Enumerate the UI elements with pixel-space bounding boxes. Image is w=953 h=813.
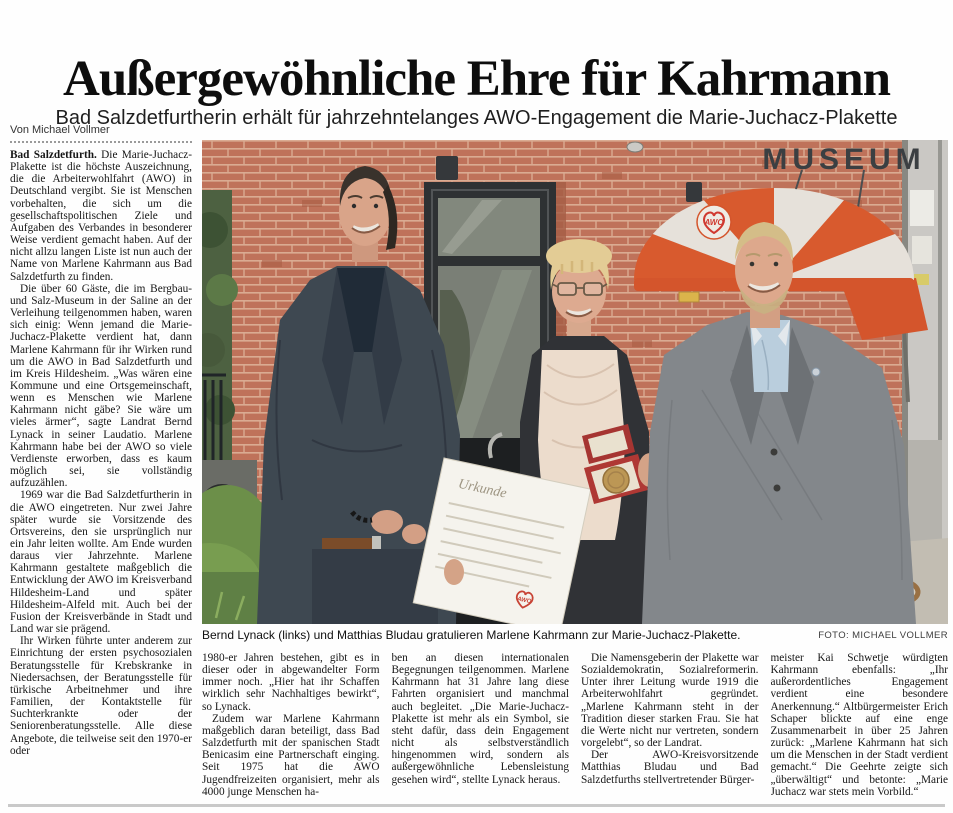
paragraph xyxy=(10,149,192,283)
bottom-columns xyxy=(202,652,948,801)
paragraph: Der AWO-Kreisvorsitzende Matthias Bludau und Bad Salzdetfurths stellvertretender Bürger- xyxy=(581,749,759,786)
article-column-5 xyxy=(771,652,949,801)
paragraph: Zudem war Marlene Kahrmann maßgeblich daran beteiligt, dass Bad Salzdetfurth mit der spanischen Stadt Benicasim eine Partnerschaft einging. Seit 1975 hat die AWO Jugendfreizeiten organisiert, mehr als 4000 junge Menschen ha- xyxy=(202,712,380,798)
certificate-title: Urkunde xyxy=(456,476,508,502)
paragraph: Die über 60 Gäste, die im Bergbau- und Salz-Museum in der Saline an der Verleihung teilgenommen haben, waren sich einig: Wenn jemand die Marie-Juchacz-Plakette verdient hat, dann Marlene Kahrmann für ihr Wirken rund um die AWO in Bad Salzdetfurth und im Kreis Hildesheim. „Was wären eine Kommune und eine Ortsgemeinschaft, wenn es Menschen wie Marlene Kahrmann nicht gäbe? Sie wäre um vieles ärmer“, sagte Landrat Bernd Lynack in seiner Laudatio. Marlene Kahrmann habe bei der AWO so viele Verdienste erworben, dass es kaum möglich sei, sie vollständig aufzuzählen. xyxy=(10,282,192,490)
bottom-divider xyxy=(8,804,945,807)
news-photo-illustration xyxy=(202,140,948,624)
paragraph: Ihr Wirken führte unter anderem zur Einrichtung der ersten psychosozialen Beratungsstelle für Krebskranke in Niedersachsen, der Beratungsstelle für türkische Arbeitnehmer und ihre Familien, der Kontaktstelle für Suchterkrankte oder der Seniorenberatungsstelle. Alle diese Angebote, die teilweise seit den 1970-er oder xyxy=(10,635,192,757)
photo-caption: Bernd Lynack (links) und Matthias Bludau gratulieren Marlene Kahrmann zur Marie-Juchacz-Plakette. xyxy=(202,628,741,642)
paragraph-text: Die Marie-Juchacz-Plakette ist die höchste Auszeichnung, die die Arbeiterwohlfahrt (AWO) in Deutschland vergibt. Sie ist Menschen vorbehalten, die sich um die gesellschaftspolitischen Ziele und Aufgaben des Verbandes in besonderer Weise verdient gemacht haben. Auf der nicht allzu langen Liste ist nun auch der Name von Marlene Kahrmann aus Bad Salzdetfurth zu finden. xyxy=(10,149,192,283)
photo-credit: FOTO: MICHAEL VOLLMER xyxy=(818,630,948,641)
photo-tone-overlay xyxy=(202,140,948,624)
dotted-divider xyxy=(10,141,192,143)
museum-sign-text: MUSEUM xyxy=(762,143,926,176)
headline: Außergewöhnliche Ehre für Kahrmann xyxy=(63,51,890,108)
article-column-1 xyxy=(10,149,192,801)
lead-location: Bad Salzdetfurth. xyxy=(10,149,97,161)
paragraph: 1980-er Jahren bestehen, gibt es in dieser oder in abgewandelter Form immer noch. „Hier hat ihr Schaffen wirklich sehr Nachhaltiges bewirkt“, so Lynack. xyxy=(202,652,380,713)
awo-logo-text: AWO xyxy=(704,218,724,227)
article-column-4 xyxy=(581,652,759,801)
paragraph: meister Kai Schwetje würdigten Kahrmann ebenfalls: „Ihr außerordentliches Engagement verdient eine besondere Anerkennung.“ Altbürgermeister Erich Schaper blickte auf eine enge Zusammenarbeit in über 25 Jahren zurück: „Marlene Kahrmann hat sich um die Menschen in der Stadt verdient gemacht.“ Die Geehrte zeigte sich „überwältigt“ und betonte: „Marie Juchacz war stets mein Vorbild.“ xyxy=(770,652,948,798)
article-column-3 xyxy=(392,652,570,801)
subheadline: Bad Salzdetfurtherin erhält für jahrzehntelanges AWO-Engagement die Marie-Juchacz-Plakette xyxy=(55,106,898,129)
byline: Von Michael Vollmer xyxy=(10,124,110,136)
article-column-2 xyxy=(202,652,380,801)
caption-row xyxy=(202,628,948,642)
news-photo xyxy=(202,140,948,624)
paragraph: ben an diesen internationalen Begegnungen teilgenommen. Marlene Kahrmann hat 31 Jahre lang diese Fahrten organisiert und manchmal auch begleitet. „Die Marie-Juchacz-Plakette ist mehr als ein Symbol, sie steht dafür, dass dein Engagement nicht als selbstverständlich hingenommen wird, sondern als außergewöhnliche Lebensleistung gesehen wird“, stellte Lynack heraus. xyxy=(391,652,569,786)
paragraph: 1969 war die Bad Salzdetfurtherin in die AWO eingetreten. Nur zwei Jahre später wurde sie Vorsitzende des Ortsvereins, den sie ursprünglich nur ein Jahr leiten wollte. Am Ende wurden daraus vier Jahrzehnte. Marlene Kahrmann gestaltete maßgeblich die Entwicklung der AWO im Kreisverband Hildesheim-Land und später Hildesheim-Alfeld mit. Auch bei der Fusion der Kreisverbände in Stadt und Land war sie prägend. xyxy=(10,489,192,636)
paragraph: Die Namensgeberin der Plakette war Sozialdemokratin, Sozialreformerin. Unter ihrer Leitung wurde 1919 die Arbeiterwohlfahrt gegründet. „Marlene Kahrmann steht in der Tradition dieser starken Frau. Sie hat die Werte nicht nur vertreten, sondern vorgelebt“, so der Landrat. xyxy=(581,652,759,750)
cert-awo-text: AWO xyxy=(516,596,532,606)
